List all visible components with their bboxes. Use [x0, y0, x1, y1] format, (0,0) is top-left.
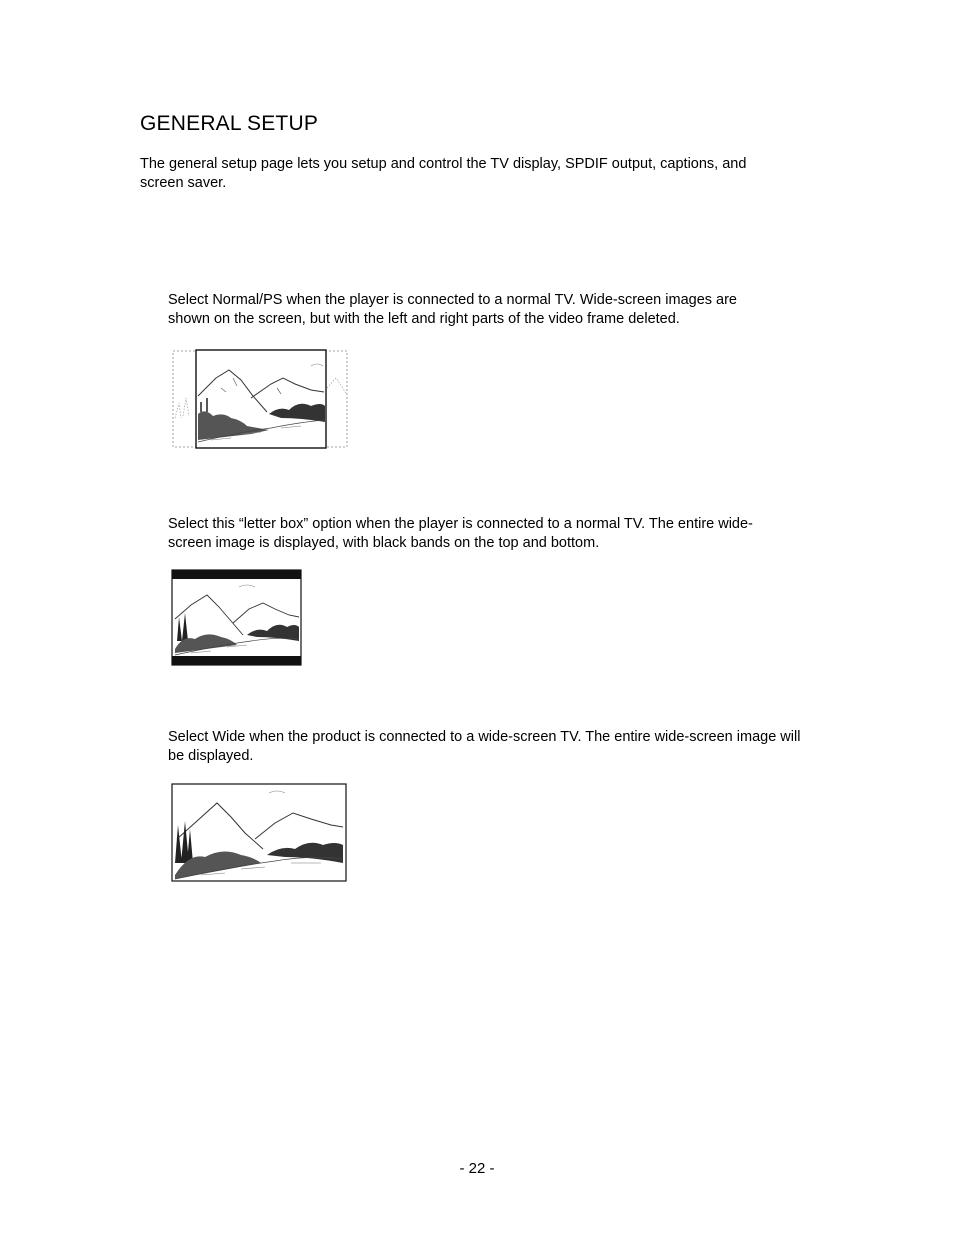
- page-number: - 22 -: [459, 1160, 495, 1177]
- normal-ps-description: Select Normal/PS when the player is connected to a normal TV. Wide-screen images are shown on the screen, but with the left and right parts of the video frame deleted.: [168, 292, 737, 327]
- pan-scan-illustration: [171, 348, 351, 450]
- letterbox-illustration: [171, 569, 302, 666]
- wide-description: Select Wide when the product is connected to a wide-screen TV. The entire wide-screen image will be displayed.: [168, 729, 801, 764]
- intro-paragraph: The general setup page lets you setup and control the TV display, SPDIF output, captions, and screen saver.: [140, 156, 747, 191]
- letterbox-description: Select this “letter box” option when the player is connected to a normal TV. The entire wide-screen image is displayed, with black bands on the top and bottom.: [168, 516, 753, 551]
- page-title: GENERAL SETUP: [140, 112, 319, 135]
- widescreen-illustration: [171, 783, 347, 882]
